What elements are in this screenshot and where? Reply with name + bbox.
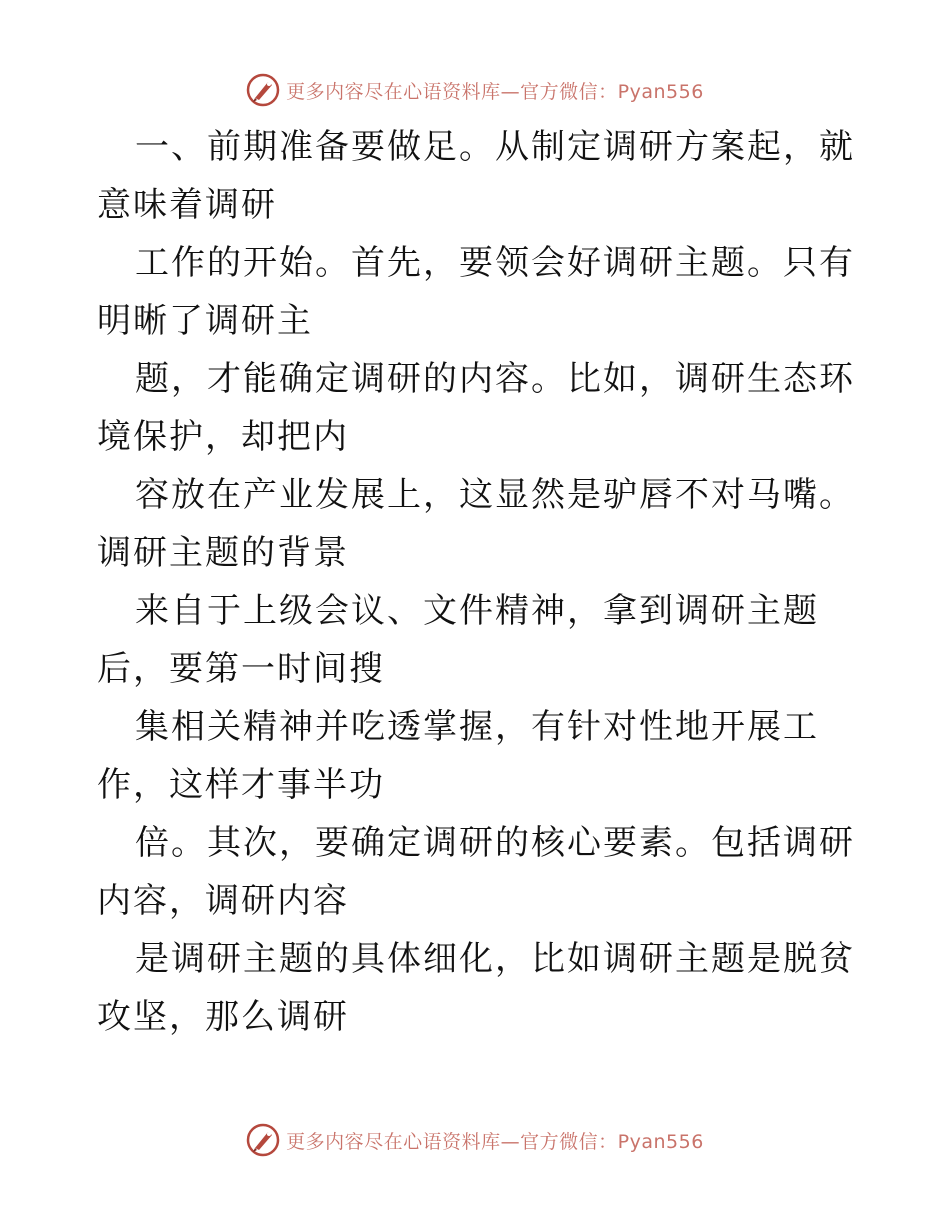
paragraph-6: 集相关精神并吃透掌握，有针对性地开展工作，这样才事半功 (97, 707, 819, 805)
footer-banner (0, 1120, 950, 1160)
paragraph-8: 是调研主题的具体细化，比如调研主题是脱贫攻坚，那么调研 (97, 939, 855, 1037)
quill-pen-icon (246, 73, 280, 107)
paragraph-3: 题，才能确定调研的内容。比如，调研生态环境保护，却把内 (97, 359, 855, 457)
footer-banner-text: 更多内容尽在心语资料库—官方微信：Pyan556 (286, 1130, 704, 1153)
paragraph-1: 一、前期准备要做足。从制定调研方案起，就意味着调研 (97, 127, 855, 225)
header-banner-text: 更多内容尽在心语资料库—官方微信：Pyan556 (286, 80, 704, 103)
document-body (97, 118, 857, 1046)
paragraph-5: 来自于上级会议、文件精神，拿到调研主题后，要第一时间搜 (97, 591, 819, 689)
paragraph-4: 容放在产业发展上，这显然是驴唇不对马嘴。调研主题的背景 (97, 475, 855, 573)
header-banner (0, 70, 950, 110)
paragraph-7: 倍。其次，要确定调研的核心要素。包括调研内容，调研内容 (97, 823, 855, 921)
quill-pen-icon (246, 1123, 280, 1157)
paragraph-2: 工作的开始。首先，要领会好调研主题。只有明晰了调研主 (97, 243, 855, 341)
